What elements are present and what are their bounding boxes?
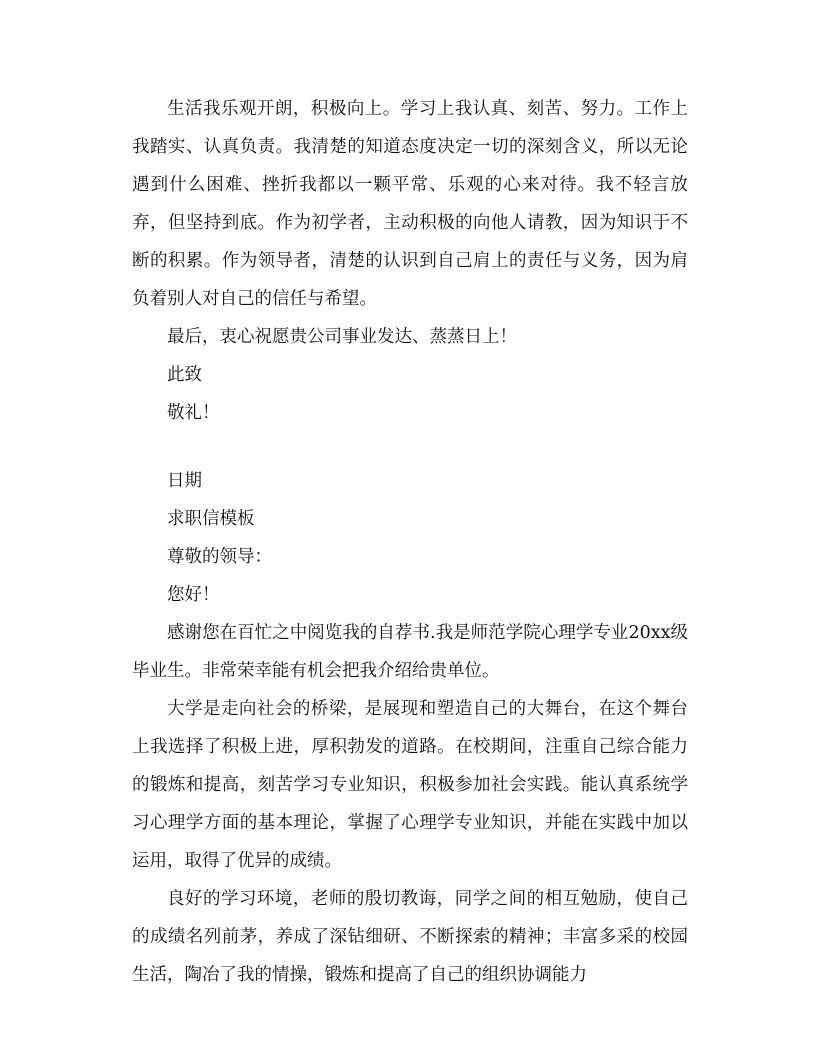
spacer	[132, 432, 688, 462]
closing-jing-li: 敬礼！	[167, 403, 220, 423]
paragraph-personal-qualities: 生活我乐观开朗，积极向上。学习上我认真、刻苦、努力。工作上我踏实、认真负责。我清楚的知道态度决定一切的深刻含义，所以无论遇到什么困难、挫折我都以一颗平常、乐观的心来对待。我不轻言放弃，但坚持到底。作为初学者，主动积极的向他人请教，因为知识于不断的积累。作为领导者，清楚的认识到自己肩上的责任与义务，因为肩负着别人对自己的信任与希望。	[132, 99, 688, 309]
date-label: 日期	[167, 471, 202, 491]
document-body	[132, 90, 688, 994]
paragraph-best-wishes: 最后，衷心祝愿贵公司事业发达、蒸蒸日上！	[167, 327, 517, 347]
closing-ci-zhi: 此致	[167, 365, 202, 385]
salutation: 尊敬的领导：	[167, 547, 272, 567]
paragraph-introduction: 感谢您在百忙之中阅览我的自荐书.我是师范学院心理学专业20xx级毕业生。非常荣幸能有机会把我介绍给贵单位。	[132, 623, 688, 681]
paragraph-university: 大学是走向社会的桥梁，是展现和塑造自己的大舞台，在这个舞台上我选择了积极上进，厚积勃发的道路。在校期间，注重自己综合能力的锻炼和提高，刻苦学习专业知识，积极参加社会实践。能认真系统学习心理学方面的基本理论，掌握了心理学专业知识，并能在实践中加以运用，取得了优异的成绩。	[132, 699, 688, 871]
paragraph-environment: 良好的学习环境，老师的殷切教诲，同学之间的相互勉励，使自己的成绩名列前茅，养成了深钻细研、不断探索的精神；丰富多采的校园生活，陶冶了我的情操，锻炼和提高了自己的组织协调能力	[132, 889, 688, 985]
template-title: 求职信模板	[167, 509, 255, 529]
greeting: 您好！	[167, 585, 220, 605]
